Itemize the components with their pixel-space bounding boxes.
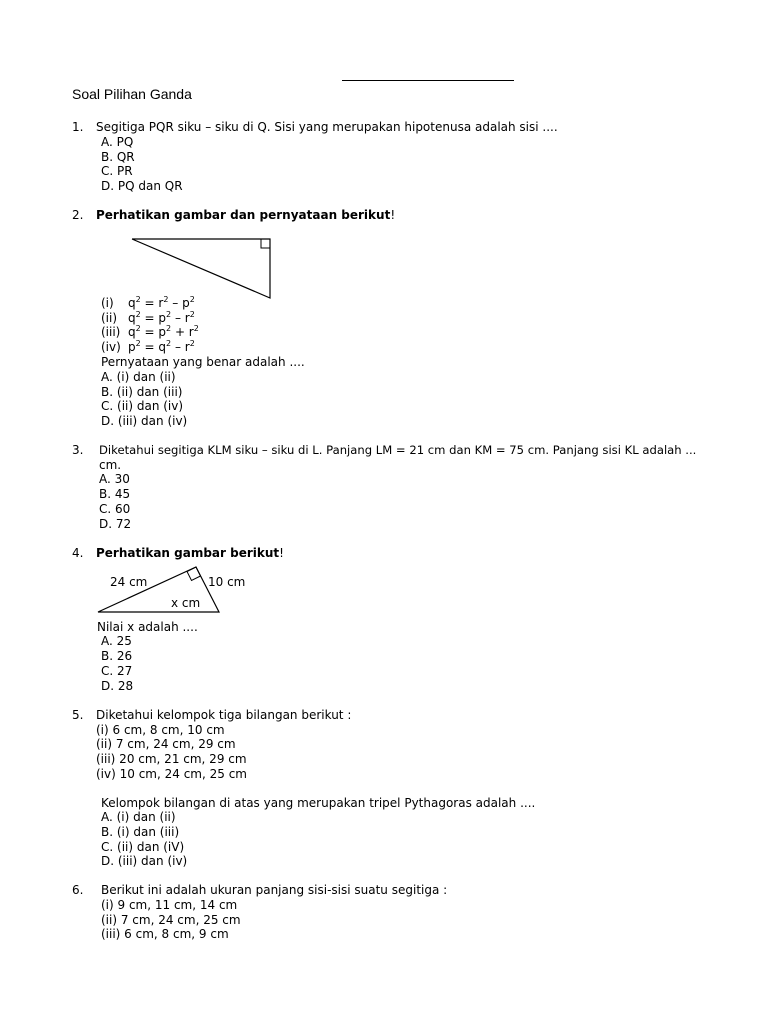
superscript: 2 [135, 310, 141, 319]
q1-option-c: C. PR [101, 164, 133, 178]
q6-text: Berikut ini adalah ukuran panjang sisi-sisi suatu segitiga : [101, 883, 448, 897]
q4-label-10cm: 10 cm [208, 575, 246, 589]
q5-text: Diketahui kelompok tiga bilangan berikut : [96, 708, 352, 722]
q1-option-d: D. PQ dan QR [101, 179, 183, 193]
q5-number: 5. [72, 708, 84, 722]
q5-item-ii: (ii) 7 cm, 24 cm, 29 cm [96, 737, 236, 751]
q2-statement-iv-mid2: – r [171, 340, 190, 354]
q2-statement-ii-mid: = p [140, 311, 167, 325]
q2-text-bold: Perhatikan gambar dan pernyataan berikut [96, 208, 391, 222]
q1-number: 1. [72, 120, 84, 134]
q3-option-d: D. 72 [99, 517, 132, 531]
q2-statement-ii-lhs: q [128, 311, 136, 325]
q4-option-c: C. 27 [101, 664, 133, 678]
q2-statement-i-label: (i) [101, 296, 114, 310]
q4-text-bold: Perhatikan gambar berikut [96, 546, 280, 560]
q3-text-line1: Diketahui segitiga KLM siku – siku di L. Panjang LM = 21 cm dan KM = 75 cm. Panjang sisi KL adalah ... [99, 443, 697, 457]
q4-label-24cm: 24 cm [110, 575, 148, 589]
q3-option-c: C. 60 [99, 502, 131, 516]
superscript: 2 [189, 339, 195, 348]
superscript: 2 [166, 310, 172, 319]
q2-option-d: D. (iii) dan (iv) [101, 414, 188, 428]
q2-statement-iv-mid: = q [140, 340, 167, 354]
q3-option-a: A. 30 [99, 472, 130, 486]
superscript: 2 [135, 324, 141, 333]
q5-item-iii: (iii) 20 cm, 21 cm, 29 cm [96, 752, 247, 766]
q2-statement-ii-mid2: – r [171, 311, 190, 325]
q5-option-c: C. (ii) dan (iV) [101, 840, 185, 854]
q2-statement-i-lhs: q [128, 296, 136, 310]
q5-option-b: B. (i) dan (iii) [101, 825, 180, 839]
q3-text-line2: cm. [99, 458, 122, 472]
superscript: 2 [189, 295, 195, 304]
superscript: 2 [135, 339, 141, 348]
superscript: 2 [166, 339, 172, 348]
q4-option-b: B. 26 [101, 649, 133, 663]
q6-number: 6. [72, 883, 84, 897]
superscript: 2 [193, 324, 199, 333]
q5-item-i: (i) 6 cm, 8 cm, 10 cm [96, 723, 225, 737]
q2-statement-iii-lhs: q [128, 325, 136, 339]
q1-option-a: A. PQ [101, 135, 134, 149]
q4-label-xcm: x cm [171, 596, 201, 610]
page-title: Soal Pilihan Ganda [72, 86, 192, 102]
superscript: 2 [135, 295, 141, 304]
q4-number: 4. [72, 546, 84, 560]
q2-option-b: B. (ii) dan (iii) [101, 385, 183, 399]
q5-option-a: A. (i) dan (ii) [101, 810, 176, 824]
superscript: 2 [166, 324, 172, 333]
q5-item-iv: (iv) 10 cm, 24 cm, 25 cm [96, 767, 247, 781]
superscript: 2 [189, 310, 195, 319]
q4-prompt: Nilai x adalah .... [97, 620, 198, 634]
q2-option-c: C. (ii) dan (iv) [101, 399, 184, 413]
q1-option-b: B. QR [101, 150, 135, 164]
q1-text: Segitiga PQR siku – siku di Q. Sisi yang merupakan hipotenusa adalah sisi .... [96, 120, 558, 134]
q2-statement-i-mid: = r [140, 296, 164, 310]
q4-right-angle-marker [187, 567, 201, 581]
q2-statement-ii-label: (ii) [101, 311, 118, 325]
q2-number: 2. [72, 208, 84, 222]
q4-option-a: A. 25 [101, 634, 132, 648]
q2-prompt: Pernyataan yang benar adalah .... [101, 355, 305, 369]
q5-option-d: D. (iii) dan (iv) [101, 854, 188, 868]
q6-item-ii: (ii) 7 cm, 24 cm, 25 cm [101, 913, 241, 927]
q2-text-end: ! [390, 208, 396, 222]
q6-item-i: (i) 9 cm, 11 cm, 14 cm [101, 898, 238, 912]
q2-statement-iv-lhs: p [128, 340, 136, 354]
q2-option-a: A. (i) dan (ii) [101, 370, 176, 384]
q6-item-iii: (iii) 6 cm, 8 cm, 9 cm [101, 927, 229, 941]
q3-option-b: B. 45 [99, 487, 131, 501]
q4-option-d: D. 28 [101, 679, 134, 693]
q4-text-end: ! [279, 546, 284, 560]
q2-statement-iii-mid2: + r [171, 325, 194, 339]
q2-statement-iv-label: (iv) [101, 340, 121, 354]
superscript: 2 [163, 295, 169, 304]
q2-statement-iii-mid: = p [140, 325, 167, 339]
q2-statement-i-mid2: – p [168, 296, 190, 310]
q5-prompt: Kelompok bilangan di atas yang merupakan tripel Pythagoras adalah .... [101, 796, 536, 810]
q3-number: 3. [72, 443, 84, 457]
q2-statement-iii-label: (iii) [101, 325, 121, 339]
